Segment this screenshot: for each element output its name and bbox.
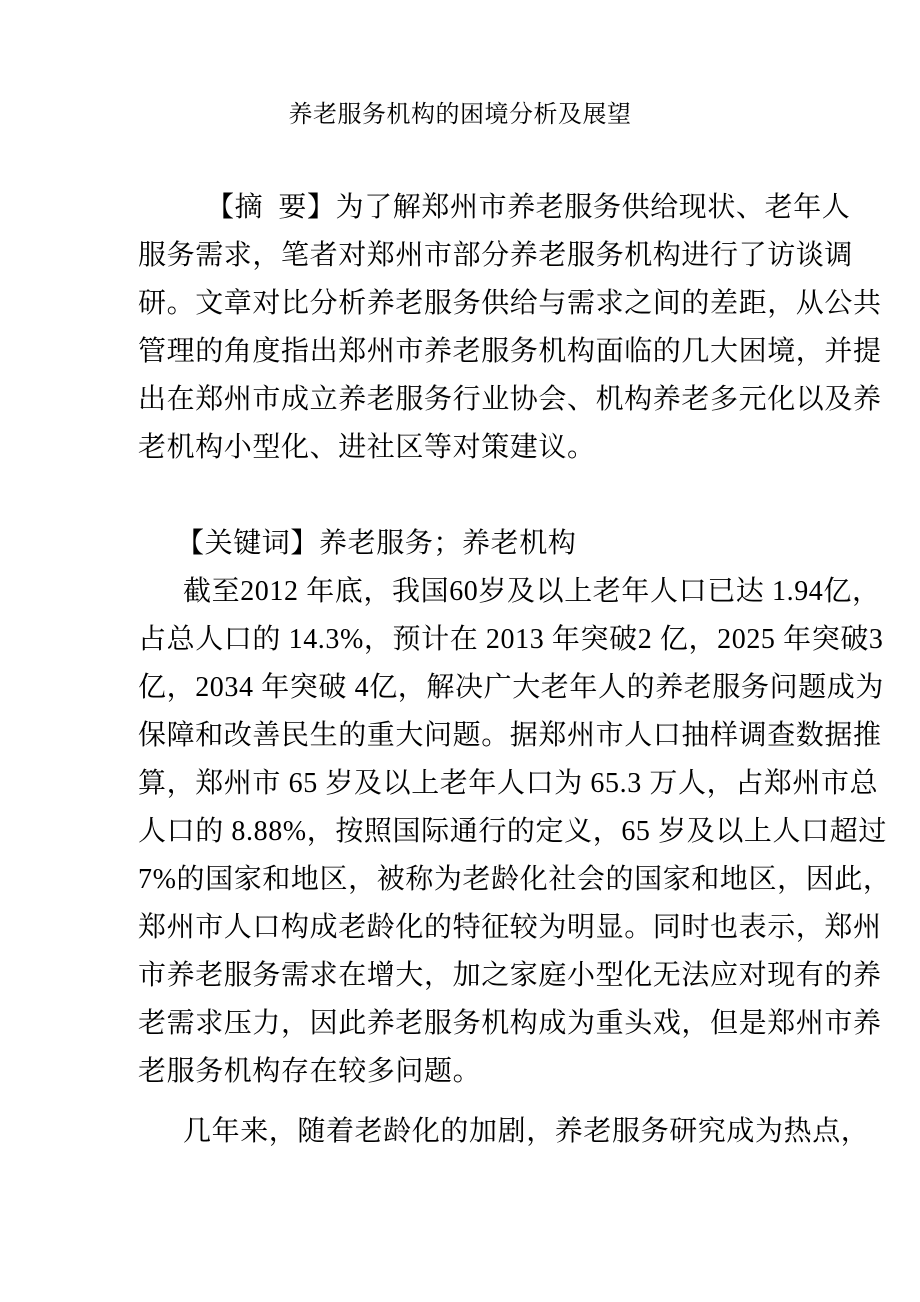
abstract-label: 【摘 要】 xyxy=(206,192,336,223)
abstract-line-3: 研。文章对比分析养老服务供给与需求之间的差距，从公共 xyxy=(138,288,882,319)
keywords-text: 养老服务；养老机构 xyxy=(319,528,577,559)
paragraph-line: 市养老服务需求在增大，加之家庭小型化无法应对现有的养 xyxy=(138,960,882,991)
paragraph-line: 老服务机构存在较多问题。 xyxy=(138,1056,482,1087)
abstract-line-1: 【摘 要】为了解郑州市养老服务供给现状、老年人 xyxy=(206,192,851,223)
abstract-line-6: 老机构小型化、进社区等对策建议。 xyxy=(138,432,596,463)
abstract-line-5: 出在郑州市成立养老服务行业协会、机构养老多元化以及养 xyxy=(138,384,882,415)
paragraph-line: 截至2012 年底，我国60岁及以上老年人口已达 1.94亿， xyxy=(183,576,881,607)
paragraph-line: 算，郑州市 65 岁及以上老年人口为 65.3 万人，占郑州市总 xyxy=(138,768,879,799)
keywords-line xyxy=(176,527,576,561)
paragraph-line: 亿，2034 年突破 4亿，解决广大老年人的养老服务问题成为 xyxy=(138,672,885,703)
keywords-label: 【关键词】 xyxy=(176,528,320,559)
paragraph-line: 几年来，随着老龄化的加剧，养老服务研究成为热点， xyxy=(183,1116,870,1147)
paragraph-line: 7%的国家和地区，被称为老龄化社会的国家和地区，因此， xyxy=(138,864,892,895)
paragraph-line: 占总人口的 14.3%，预计在 2013 年突破2 亿，2025 年突破3 xyxy=(138,624,884,655)
paragraph-line: 保障和改善民生的重大问题。据郑州市人口抽样调查数据推 xyxy=(138,720,882,751)
paragraph-line: 老需求压力，因此养老服务机构成为重头戏，但是郑州市养 xyxy=(138,1008,882,1039)
paragraph-line: 人口的 8.88%，按照国际通行的定义，65 岁及以上人口超过 xyxy=(138,816,887,847)
document-title: 养老服务机构的困境分析及展望 xyxy=(288,102,632,128)
abstract-line-4: 管理的角度指出郑州市养老服务机构面临的几大困境，并提 xyxy=(138,336,882,367)
paragraph-line: 郑州市人口构成老龄化的特征较为明显。同时也表示，郑州 xyxy=(138,912,882,943)
abstract-line-2: 服务需求，笔者对郑州市部分养老服务机构进行了访谈调 xyxy=(138,240,854,271)
